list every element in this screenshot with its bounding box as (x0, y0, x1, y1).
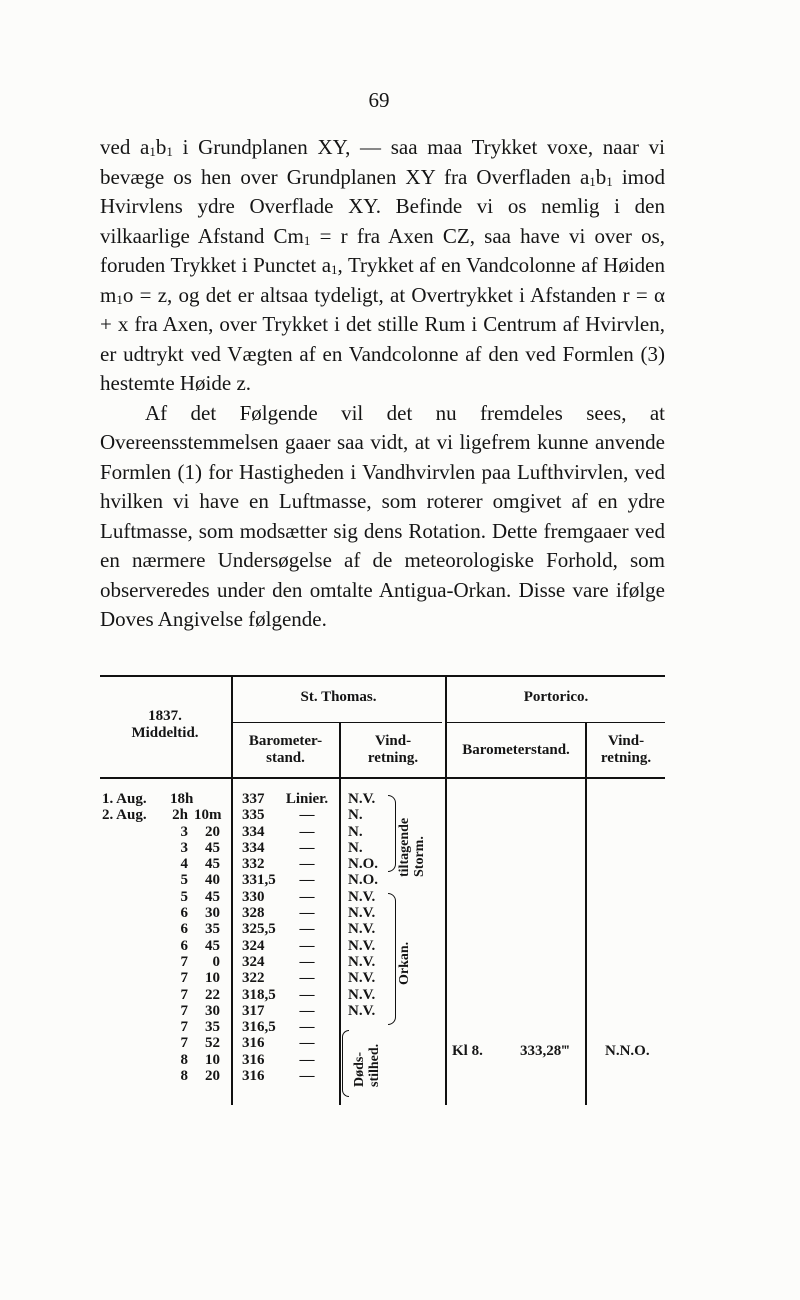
subscript: 1 (331, 262, 338, 277)
table-top-rule (100, 675, 665, 677)
column-date: 1. Aug. 2. Aug. (102, 791, 147, 824)
brace-calm (342, 1030, 349, 1097)
portorico-wind: N.N.O. (605, 1043, 650, 1059)
column-barometer: 337 335 334 334 332 331,5 330 328 325,5 324 324 322 318,5 317 316,5 316 316 316 (242, 791, 276, 1085)
header-bottom-rule (100, 777, 665, 779)
subscript: 1 (589, 173, 596, 189)
subscript: 1 (166, 144, 173, 159)
paragraph-1: ved $a_1b_1$ i Grundplanen XY, — saa maa Trykket voxe, naar vi bevæge os hen over Grundplanen XY fra Overfladen $a_1b_1$ imod Hvirvlens ydre Overflade XY. Befinde vi os nemlig i den vilkaarlige Afstand $Cm_1 = r$ fra Axen CZ, saa have vi over os, foruden Trykket i Punctet $a_1$, Trykket af en Vandcolonne af Høiden $m_1o = z$, og det er altsaa tydeligt, at Overtrykket i Afstanden r = α + x fra Axen, over Trykket i det stille Rum i Centrum af Hvirvlen, er udtrykt ved Vægten af en Vandcolonne af den ved Formlen (3) hestemte Høide z. (100, 135, 666, 395)
subscript: 1 (116, 291, 123, 307)
header-st-barometer: Barometer- stand. (248, 733, 323, 766)
portorico-time: Kl 8. (452, 1043, 483, 1059)
column-minute: 10m 20 45 45 40 45 30 35 45 0 10 22 30 35 52 10 20 (194, 807, 222, 1085)
column-unit: Linier. — — — — — — — — — — — — — — — — — (285, 791, 329, 1085)
subscript: 1 (149, 144, 156, 159)
portorico-subheader-rule (447, 722, 665, 723)
label-storm: tiltagende Storm. (397, 817, 427, 877)
header-st-wind: Vind- retning. (367, 733, 419, 766)
label-orkan: Orkan. (397, 941, 412, 985)
header-portorico: Portorico. (523, 689, 589, 705)
st-thomas-subheader-rule (232, 722, 442, 723)
table-divider-3 (445, 675, 447, 1105)
column-hour: 18h 2h 3 3 4 5 5 6 6 6 7 7 7 7 7 7 8 8 (170, 791, 194, 1085)
meteorological-table (100, 675, 665, 1105)
brace-storm (388, 795, 396, 872)
header-time: 1837. Middeltid. (131, 708, 199, 741)
header-pr-barometer: Barometerstand. (462, 742, 570, 758)
table-divider-4 (585, 722, 587, 1105)
body-text (100, 133, 665, 635)
brace-orkan (388, 893, 396, 1025)
portorico-barometer: 333,28‴ (520, 1043, 570, 1059)
column-wind: N.V. N. N. N. N.O. N.O. N.V. N.V. N.V. N.V. N.V. N.V. N.V. N.V. (348, 791, 378, 1019)
label-calm: Døds- stilhed. (352, 1043, 382, 1087)
header-st-thomas: St. Thomas. (300, 689, 377, 705)
paragraph-2: Af det Følgende vil det nu fremdeles sees, at Overeensstemmelsen gaaer saa vidt, at vi ligefrem kunne anvende Formlen (1) for Hastigheden i Vandhvirvlen paa Lufthvirvlen, ved hvilken vi have en Luftmasse, som roterer omgivet af en ydre Luftmasse, som modsætter sig dens Rotation. Dette fremgaaer ved en nærmere Undersøgelse af de meteorologiske Forhold, som observeredes under den omtalte Antigua-Orkan. Disse vare ifølge Doves Angivelse følgende. (100, 400, 665, 631)
subscript: 1 (303, 232, 311, 248)
subscript: 1 (606, 173, 613, 189)
table-divider-2 (339, 722, 341, 1105)
header-pr-wind: Vind- retning. (600, 733, 652, 766)
page-number: 69 (368, 88, 390, 112)
